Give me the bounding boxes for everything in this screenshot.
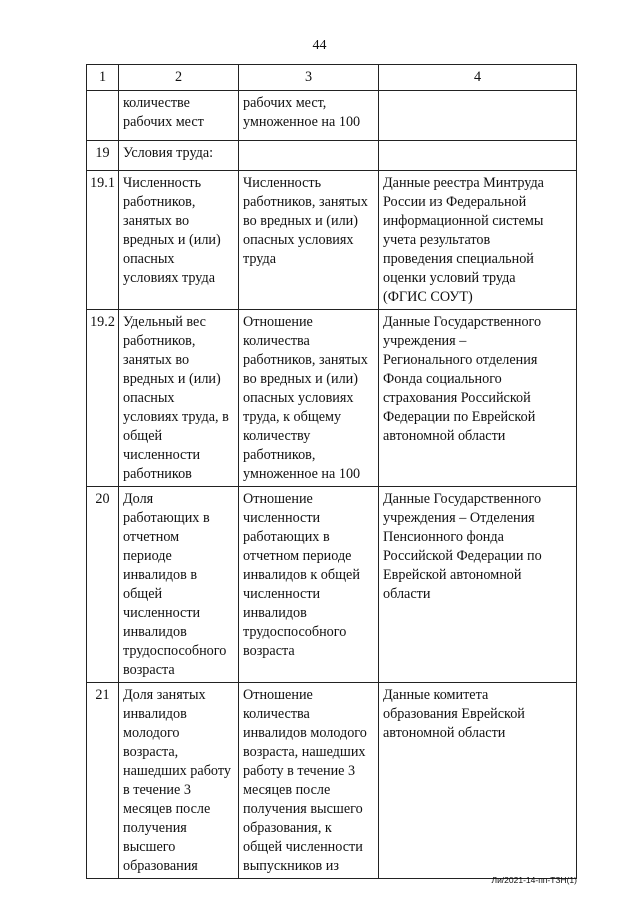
table-row — [87, 171, 577, 310]
data-source: Данные Государственного учреждения – Отделения Пенсионного фонда Российской Федерации по Еврейской автономной области — [379, 487, 577, 683]
header-cell-1: 1 — [87, 65, 119, 91]
calculation-method: рабочих мест, умноженное на 100 — [239, 91, 379, 141]
data-source: Данные Государственного учреждения – Регионального отделения Фонда социального страхования Российской Федерации по Еврейской автономной области — [379, 310, 577, 487]
table-row — [87, 141, 577, 171]
row-number: 19 — [87, 141, 119, 171]
calculation-method: Численность работников, занятых во вредных и (или) опасных условиях труда — [239, 171, 379, 310]
calculation-method — [239, 141, 379, 171]
indicator-name: Условия труда: — [119, 141, 239, 171]
header-cell-4: 4 — [379, 65, 577, 91]
indicator-name: Численность работников, занятых во вредных и (или) опасных условиях труда — [119, 171, 239, 310]
data-source: Данные реестра Минтруда России из Федеральной информационной системы учета результатов проведения специальной оценки условий труда (ФГИС СОУТ) — [379, 171, 577, 310]
header-cell-3: 3 — [239, 65, 379, 91]
page-number: 44 — [312, 38, 327, 53]
indicator-name: Удельный вес работников, занятых во вредных и (или) опасных условиях труда, в общей численности работников — [119, 310, 239, 487]
document-code: Ли/2021-14-пп-ТЗН(1) — [491, 875, 577, 885]
table-row — [87, 310, 577, 487]
indicator-name: количестве рабочих мест — [119, 91, 239, 141]
row-number — [87, 91, 119, 141]
data-source — [379, 91, 577, 141]
row-number: 19.1 — [87, 171, 119, 310]
indicator-name: Доля занятых инвалидов молодого возраста, нашедших работу в течение 3 месяцев после получения высшего образования — [119, 683, 239, 879]
calculation-method: Отношение количества инвалидов молодого возраста, нашедших работу в течение 3 месяцев после получения высшего образования, к общей численности выпускников из — [239, 683, 379, 879]
table-row — [87, 487, 577, 683]
table-row — [87, 683, 577, 879]
data-source: Данные комитета образования Еврейской автономной области — [379, 683, 577, 879]
indicator-name: Доля работающих в отчетном периоде инвалидов в общей численности инвалидов трудоспособного возраста — [119, 487, 239, 683]
calculation-method: Отношение количества работников, занятых во вредных и (или) опасных условиях труда, к общему количеству работников, умноженное на 100 — [239, 310, 379, 487]
indicators-table — [86, 64, 577, 879]
data-source — [379, 141, 577, 171]
row-number: 21 — [87, 683, 119, 879]
row-number: 20 — [87, 487, 119, 683]
table-row — [87, 91, 577, 141]
table-header-row — [87, 65, 577, 91]
header-cell-2: 2 — [119, 65, 239, 91]
calculation-method: Отношение численности работающих в отчетном периоде инвалидов к общей численности инвалидов трудоспособного возраста — [239, 487, 379, 683]
row-number: 19.2 — [87, 310, 119, 487]
